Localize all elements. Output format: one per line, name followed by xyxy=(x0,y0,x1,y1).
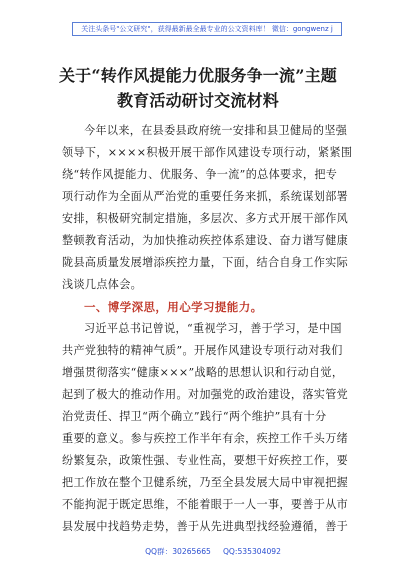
body-text-line: 共产党独特的精神气质”。开展作风建设专项行动对我们 xyxy=(62,344,343,357)
footer-qq-group: QQ群：30265665 xyxy=(145,547,211,556)
document-body xyxy=(62,120,360,538)
body-text-line: 起到了极大的推动作用。对加强党的政治建设，落实管党 xyxy=(62,388,349,401)
body-text-line: 纷繁复杂，政策性强、专业性高，要想干好疾控工作，要 xyxy=(62,454,349,467)
body-text-line: 浅谈几点体会。 xyxy=(62,278,143,291)
body-text-line: 增强贯彻落实“健康×××”战略的思想认识和行动自觉， xyxy=(62,366,344,379)
body-text-line: 安排，积极研究制定措施，多层次、多方式开展干部作风 xyxy=(62,212,349,225)
footer-qq: QQ:535304092 xyxy=(222,547,281,556)
document-title-line-1: 关于“转作风提能力优服务争一流”主题 xyxy=(58,66,337,85)
body-text-line: 重要的意义。参与疾控工作半年有余，疾控工作千头万绪 xyxy=(62,432,349,445)
body-text-line: 整顿教育活动，为加快推动疾控体系建设、奋力谱写健康 xyxy=(62,234,349,247)
body-text-line: 今年以来，在县委县政府统一安排和县卫健局的坚强 xyxy=(84,124,348,137)
body-text-line: 把工作放在整个卫健系统，乃至全县发展大局中审视把握 xyxy=(62,476,349,489)
body-text-line: 项行动作为全面从严治党的重要任务来抓，系统谋划部署 xyxy=(62,190,349,203)
body-text-line: 治党责任、捍卫“两个确立”践行“两个维护”具有十分 xyxy=(62,410,327,423)
body-text-line: 绕“转作风提能力、优服务、争一流”的总体要求，把专 xyxy=(62,168,338,181)
body-text-line: 不能拘泥于既定思维，不能着眼于一人一事，要善于从市 xyxy=(62,498,349,511)
section-heading: 一、博学深思，用心学习提能力。 xyxy=(84,300,263,314)
body-text-line: 习近平总书记曾说，“重视学习，善于学习，是中国 xyxy=(84,322,342,335)
footer-contact xyxy=(118,546,308,558)
body-text-line: 领导下，××××积极开展干部作风建设专项行动，紧紧围 xyxy=(62,146,353,159)
promo-banner: 关注头条号"公文研究"，获得最新最全最专业的公文资料库！ 微信：gongwenz j xyxy=(72,22,342,36)
body-text-line: 陇县高质量发展增添疾控力量，下面，结合自身工作实际 xyxy=(62,256,349,269)
body-text-line: 县发展中找趋势走势，善于从先进典型找经验遵循，善于 xyxy=(62,520,349,533)
document-title-line-2: 教育活动研讨交流材料 xyxy=(116,91,279,110)
